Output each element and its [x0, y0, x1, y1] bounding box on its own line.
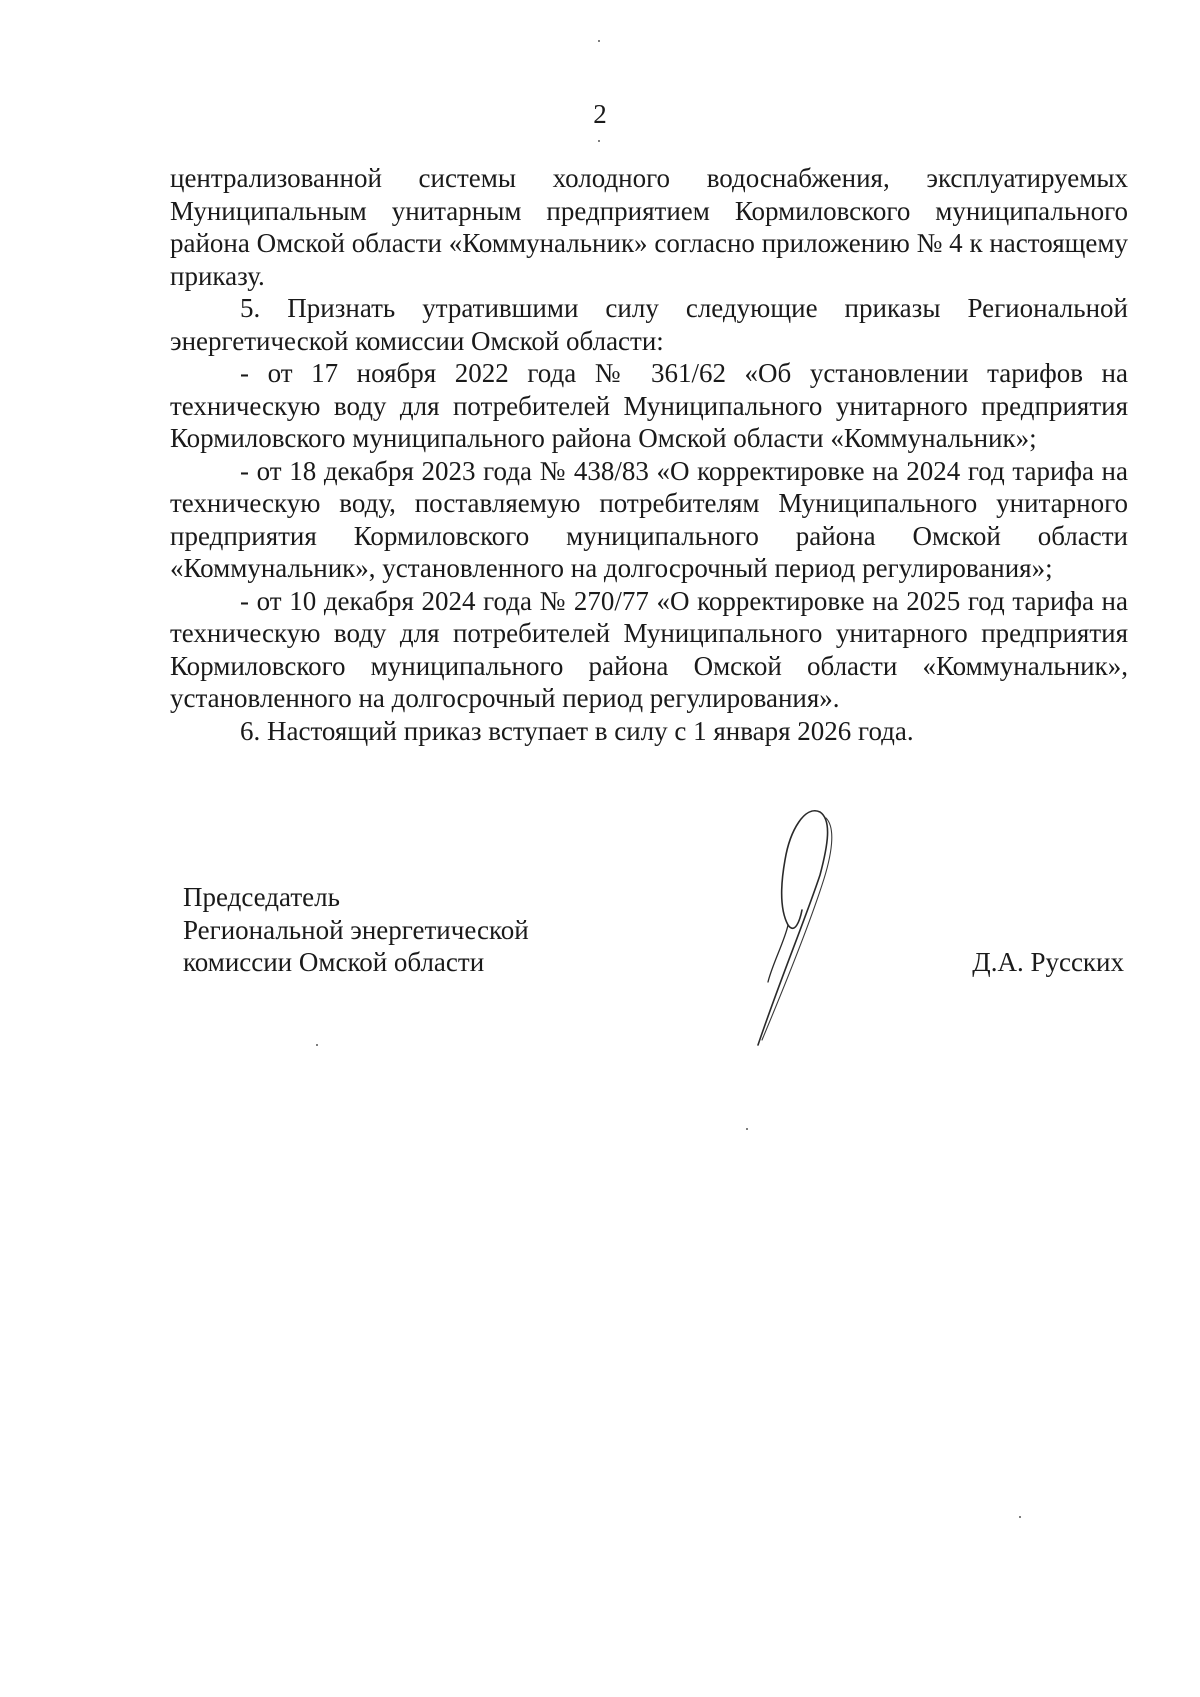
revoked-order-3: - от 10 декабря 2024 года № 270/77 «О корректировке на 2025 год тарифа на техническую воду для потребителей Муниципального унитарного предприятия Кормиловского муниципального района Омской области «Коммунальник», установленного на долгосрочный период регулирования».: [170, 585, 1128, 713]
signatory-title: [183, 881, 529, 979]
scan-speck: [746, 1128, 748, 1130]
signatory-name: Д.А. Русских: [972, 947, 1124, 977]
handwritten-signature: [750, 800, 900, 1050]
signatory-title-line: комиссии Омской области: [183, 947, 485, 977]
document-body: [170, 162, 1128, 747]
paragraph-continuation: централизованной системы холодного водоснабжения, эксплуатируемых Муниципальным унитарным предприятием Кормиловского муниципального района Омской области «Коммунальник» согласно приложению № 4 к настоящему приказу.: [170, 163, 1128, 291]
scan-speck: [598, 40, 600, 42]
scan-speck: [1019, 1516, 1021, 1518]
scan-speck: [598, 140, 600, 142]
page-number: 2: [593, 99, 607, 129]
paragraph-item-6: 6. Настоящий приказ вступает в силу с 1 января 2026 года.: [240, 715, 914, 746]
revoked-order-2: - от 18 декабря 2023 года № 438/83 «О корректировке на 2024 год тарифа на техническую воду, поставляемую потребителям Муниципального унитарного предприятия Кормиловского муниципального района Омской области «Коммунальник», установленного на долгосрочный период регулирования»;: [170, 455, 1128, 583]
signatory-title-line: Региональной энергетической: [183, 914, 529, 945]
signatory-title-line: Председатель: [183, 882, 340, 912]
scan-speck: [316, 1044, 318, 1046]
paragraph-item-5: 5. Признать утратившими силу следующие приказы Региональной энергетической комиссии Омской области:: [170, 293, 1128, 356]
revoked-order-1: - от 17 ноября 2022 года № 361/62 «Об установлении тарифов на техническую воду для потребителей Муниципального унитарного предприятия Кормиловского муниципального района Омской области «Коммунальник»;: [170, 358, 1128, 453]
